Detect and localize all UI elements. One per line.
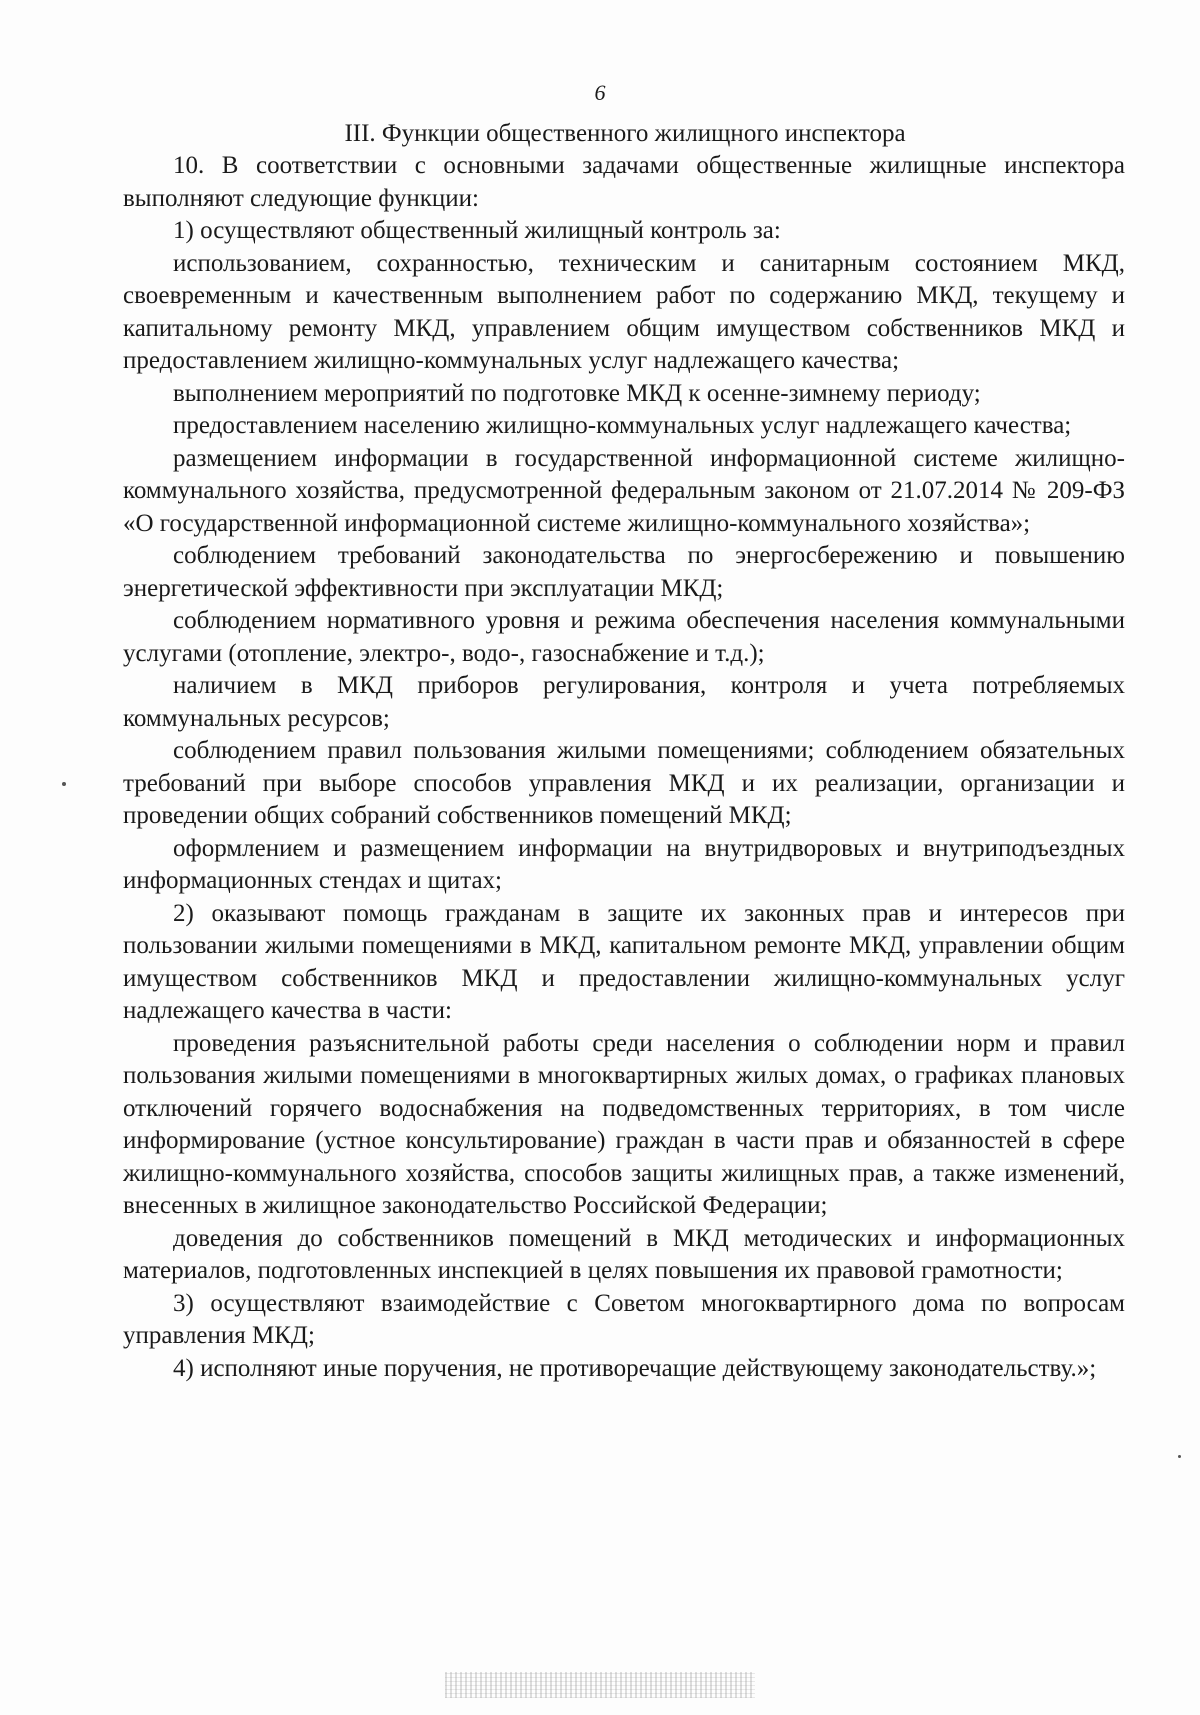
paragraph-item-1: 1) осуществляют общественный жилищный контроль за: [173,217,781,244]
page-number: 6 [594,80,606,105]
scan-speck [1178,1455,1181,1458]
paragraph-materials: доведения до собственников помещений в МКД методических и информационных материалов, подготовленных инспекцией в целях повышения их правовой грамотности; [123,1224,1125,1284]
scan-artifact [445,1672,755,1698]
paragraph-control-supply: соблюдением нормативного уровня и режима обеспечения населения коммунальными услугами (отопление, электро-, водо-, газоснабжение и т.д.); [123,607,1125,667]
document-body [123,150,1125,1385]
paragraph-control-stands: оформлением и размещением информации на внутридворовых и внутриподъездных информационных стендах и щитах; [123,834,1125,894]
paragraph-item-4: 4) исполняют иные поручения, не противоречащие действующему законодательству.»; [173,1354,1097,1382]
paragraph-control-winter: выполнением мероприятий по подготовке МКД к осенне-зимнему периоду; [173,379,981,407]
paragraph-item-3: 3) осуществляют взаимодействие с Советом многоквартирного дома по вопросам управления МКД; [123,1289,1125,1349]
paragraph-control-usage: использованием, сохранностью, техническим и санитарным состоянием МКД, своевременным и качественным выполнением работ по содержанию МКД, текущему и капитальному ремонту МКД, управлением общим имуществом собственников МКД и предоставлением жилищно-коммунальных услуг надлежащего качества; [123,249,1125,374]
paragraph-explanatory-work: проведения разъяснительной работы среди населения о соблюдении норм и правил пользования жилыми помещениями в многоквартирных жилых домах, о графиках плановых отключений горячего водоснабжения на подведомственных территориях, в том числе информирование (устное консультирование) граждан в части прав и обязанностей в сфере жилищно-коммунального хозяйства, способов защиты жилищных прав, а также изменений, внесенных в жилищное законодательство Российской Федерации; [123,1029,1125,1219]
paragraph-control-gis: размещением информации в государственной информационной системе жилищно-коммунального хозяйства, предусмотренной федеральным законом от 21.07.2014 № 209-ФЗ «О государственной информационной системе жилищно-коммунального хозяйства»; [123,444,1125,537]
section-title: III. Функции общественного жилищного инспектора [344,120,906,147]
paragraph-control-meters: наличием в МКД приборов регулирования, контроля и учета потребляемых коммунальных ресурсов; [123,672,1125,732]
paragraph-control-services: предоставлением населению жилищно-коммунальных услуг надлежащего качества; [173,412,1072,439]
paragraph-control-rules: соблюдением правил пользования жилыми помещениями; соблюдением обязательных требований при выборе способов управления МКД и их реализации, организации и проведении общих собраний собственников помещений МКД; [123,737,1125,829]
paragraph-control-energy: соблюдением требований законодательства по энергосбережению и повышению энергетической эффективности при эксплуатации МКД; [123,542,1125,602]
paragraph-10: 10. В соответствии с основными задачами общественные жилищные инспектора выполняют следующие функции: [123,152,1125,212]
paragraph-item-2: 2) оказывают помощь гражданам в защите их законных прав и интересов при пользовании жилыми помещениями в МКД, капитальном ремонте МКД, управлении общим имуществом собственников МКД и предоставлении жилищно-коммунальных услуг надлежащего качества в части: [123,899,1125,1024]
scan-speck [62,782,66,786]
